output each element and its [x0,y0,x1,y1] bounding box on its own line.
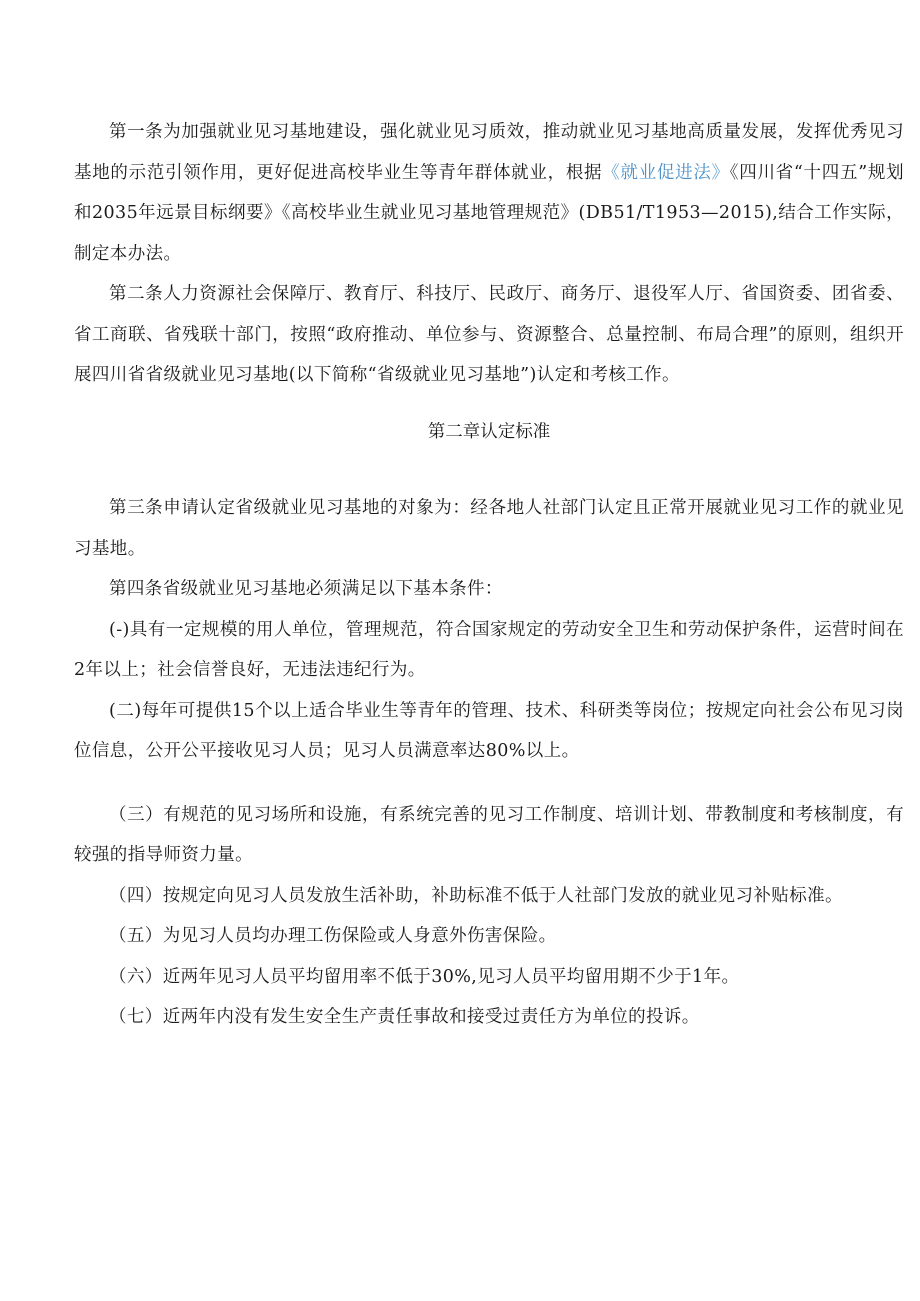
condition-6: （六）近两年见习人员平均留用率不低于30%,见习人员平均留用期不少于1年。 [109,966,740,987]
article-1 [74,112,904,274]
article-2: 第二条人力资源社会保障厅、教育厅、科技厅、民政厅、商务厅、退役军人厅、省国资委、团省委、省工商联、省残联十部门，按照“政府推动、单位参与、资源整合、总量控制、布局合理”的原则，组织开展四川省省级就业见习基地(以下简称“省级就业见习基地”)认定和考核工作。 [74,284,904,385]
article-1-text-cont: 《四川省“十四五”规划和2035年远景目标纲要》《高校毕业生就业见习基地管理规范》(DB51/T1953—2015),结合工作实际，制定本办法。 [74,162,904,264]
article-3: 第三条申请认定省级就业见习基地的对象为：经各地人社部门认定且正常开展就业见习工作的就业见习基地。 [74,498,904,559]
condition-2: (二)每年可提供15个以上适合毕业生等青年的管理、技术、科研类等岗位；按规定向社会公布见习岗位信息，公开公平接收见习人员；见习人员满意率达80%以上。 [74,700,904,761]
condition-3: （三）有规范的见习场所和设施，有系统完善的见习工作制度、培训计划、带教制度和考核制度，有较强的指导师资力量。 [74,804,904,865]
article-1-text: 第一条为加强就业见习基地建设，强化就业见习质效，推动就业见习基地高质量发展，发挥优秀见习基地的示范引领作用，更好促进高校毕业生等青年群体就业，根据 [74,122,904,183]
condition-5: （五）为见习人员均办理工伤保险或人身意外伤害保险。 [109,926,557,946]
document-page [74,112,904,1038]
chapter-2-title: 第二章认定标准 [427,421,551,442]
condition-1: (-)具有一定规模的用人单位，管理规范，符合国家规定的劳动安全卫生和劳动保护条件，运营时间在2年以上；社会信誉良好，无违法违纪行为。 [74,619,904,680]
condition-7: （七）近两年内没有发生安全生产责任事故和接受过责任方为单位的投诉。 [109,1007,700,1027]
article-4: 第四条省级就业见习基地必须满足以下基本条件： [109,579,503,599]
spacer [74,772,904,795]
employment-promotion-law-link[interactable]: 《就业促进法》 [602,162,730,183]
condition-4: （四）按规定向见习人员发放生活补助，补助标准不低于人社部门发放的就业见习补贴标准。 [109,885,843,906]
